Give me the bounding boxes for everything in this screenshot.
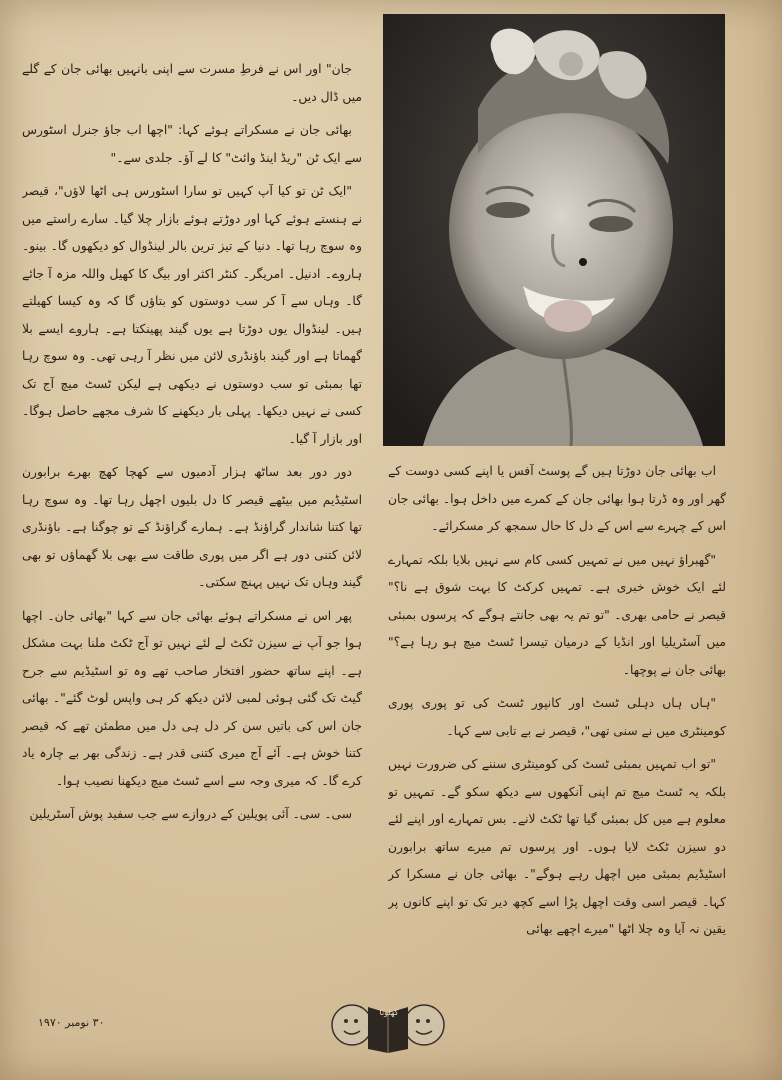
right-paragraph: "تو اب تمہیں بمبئی ٹسٹ کی کومینٹری سننے کی ضرورت نہیں بلکہ یہ ٹسٹ میچ تم اپنی آنکھوں سے دیکھ سکو گے۔ تمہیں تو معلوم ہے میں کل بمبئی گیا تھا ٹکٹ لانے۔ بس تمہارے اور اپنے لئے دو سیزن ٹکٹ لایا ہوں۔ اور پرسوں تم میرے ساتھ برابورن اسٹیڈیم بمبئی میں اچھل رہے ہوگے"۔ بھائی جان نے مسکرا کر کہا۔ قیصر اسی وقت اچھل پڑا اسے کچھ دیر تک تو اپنے کانوں پر یقین نہ آیا وہ چلا اٹھا "میرے اچھے بھائی [388, 757, 726, 936]
child-photo [383, 14, 725, 446]
left-paragraph: پھر اس نے مسکراتے ہوئے بھائی جان سے کہا "بھائی جان۔ اچھا ہوا جو آپ نے سیزن ٹکٹ لے لئے نہیں تو آج ٹکٹ ملنا بہت مشکل ہے۔ اپنے ساتھ حضور افتخار صاحب تھے وہ تو اسٹیڈیم سے جرح گیٹ تک گئی ہوئی لمبی لائن دیکھ کر ہی واپس لوٹ گئے"۔ بھائی جان اس کی باتیں سن کر دل ہی دل میں مطمئن تھے کہ قیصر کتنا خوش ہے۔ آئے آج میری کتنی قدر ہے۔ زندگی بھر بے چارہ یاد کرے گا۔ کہ میری وجہ سے اسے ٹسٹ میچ دیکھنا نصیب ہوا۔ [22, 608, 362, 788]
left-paragraph: دور دور بعد ساٹھ ہزار آدمیوں سے کھچا کھچ بھرے برابورن اسٹیڈیم میں بیٹھے قیصر کا دل بلیوں اچھل رہا تھا۔ وہ سوچ رہا تھا کتنا شاندار گراؤنڈ ہے۔ ہمارے گراؤنڈ کے تو چوگنا ہے۔ باؤنڈری لائن کتنی دور ہے اگر میں پوری طاقت سے بھی بلا گھماؤں تو بھی گیند وہاں تک نہیں پہنچ سکتی۔ [22, 465, 362, 589]
emblem-label: کھلونا [379, 1008, 399, 1017]
emblem-drawing [330, 993, 446, 1057]
right-paragraph: "گھبراؤ نہیں میں نے تمہیں کسی کام سے نہیں بلایا بلکہ تمہارے لئے ایک خوش خبری ہے۔ تمہیں کرکٹ کا بہت شوق ہے نا؟" قیصر نے حامی بھری۔ "تو تم یہ بھی جانتے ہوگے کہ پرسوں بمبئی میں آسٹریلیا اور انڈیا کے درمیان تیسرا ٹسٹ میچ ہو رہا ہے؟" بھائی جان نے پوچھا۔ [388, 552, 726, 677]
left-paragraph: بھائی جان نے مسکراتے ہوئے کہا: "اچھا اب جاؤ جنرل اسٹورس سے ایک ٹن "ریڈ اینڈ وائٹ" کا لے آؤ۔ جلدی سے۔" [22, 123, 362, 165]
issue-date: ۳۰ نومبر ۱۹۷۰ [38, 1016, 105, 1029]
right-paragraph: اب بھائی جان دوڑتا ہیں گے پوسٹ آفس یا اپنے کسی دوست کے گھر اور وہ ڈرتا ہوا بھائی جان کے کمرے میں داخل ہوا۔ بھائی جان اس کے چہرے سے اس کے دل کا حال سمجھ کر مسکرائے۔ [388, 464, 726, 533]
left-text-column [22, 56, 362, 1001]
right-paragraph: "ہاں ہاں دہلی ٹسٹ اور کانپور ٹسٹ کی تو پوری پوری کومینٹری میں نے سنی تھی"، قیصر نے بے تابی سے کہا۔ [388, 696, 726, 738]
left-paragraph: سی۔ سی۔ آئی پویلین کے دروازے سے جب سفید پوش آسٹریلین [29, 807, 352, 821]
magazine-emblem [330, 993, 446, 1057]
child-photo-drawing [383, 14, 725, 446]
left-paragraph: "ایک ٹن تو کیا آپ کہیں تو سارا اسٹورس ہی اٹھا لاؤں"، قیصر نے ہنستے ہوئے کہا اور دوڑتے ہوئے بازار چلا گیا۔ سارے راستے میں وہ سوچ رہا تھا۔ دنیا کے تیز ترین بالر لینڈوال کو دیکھوں گا۔ بینو۔ ہاروے۔ ادنیل۔ امریگر۔ کنٹر اکثر اور بیگ کا کھیل واللہ مزہ آ جائے گا۔ وہاں سے آ کر سب دوستوں کو بتاؤں گا کہ وہ کیسا کھیلتے ہیں۔ لینڈوال یوں دوڑتا ہے یوں گیند پھینکتا ہے۔ ہاروے ایسے بلا گھماتا ہے اور گیند باؤنڈری لائن میں نظر آ رہی تھی۔ وہ سوچ رہا تھا بمبئی تو سب دوستوں نے دیکھی ہے لیکن ٹسٹ میچ آج تک کسی نے نہیں دیکھا۔ پہلی بار دیکھنے کا شرف مجھے حاصل ہوگا۔ اور بازار آ گیا۔ [22, 184, 362, 446]
right-text-column [388, 458, 726, 978]
left-paragraph: جان" اور اس نے فرطِ مسرت سے اپنی بانہیں بھائی جان کے گلے میں ڈال دیں۔ [22, 62, 362, 104]
